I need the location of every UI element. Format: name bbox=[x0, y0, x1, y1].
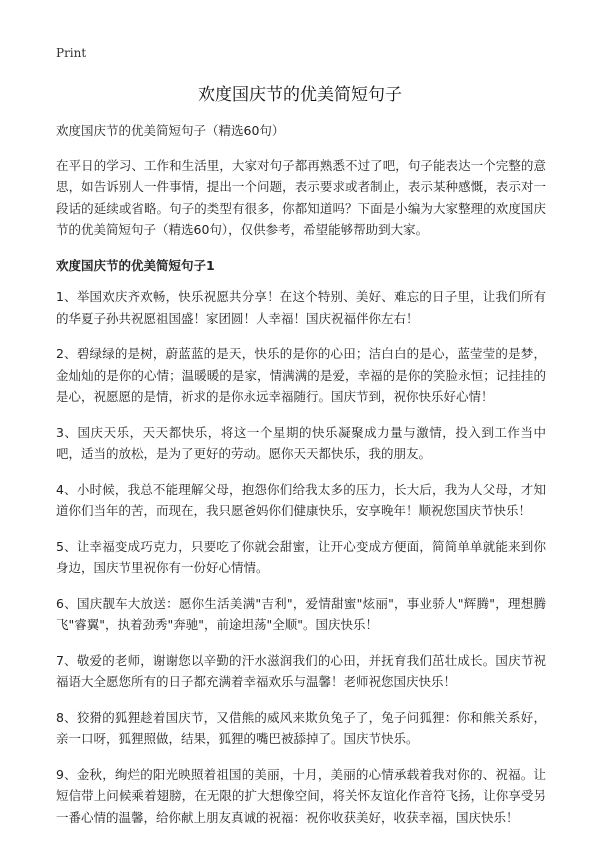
list-item: 1、举国欢庆齐欢畅，快乐祝愿共分享！在这个特别、美好、难忘的日子里，让我们所有的华夏子孙共祝愿祖国盛！家团圆！人幸福！国庆祝福伴你左右！ bbox=[56, 289, 546, 326]
document-body bbox=[56, 120, 546, 842]
list-item: 3、国庆天乐，天天都快乐，将这一个星期的快乐凝聚成力量与激情，投入到工作当中吧，适当的放松，是为了更好的劳动。愿你天天都快乐，我的朋友。 bbox=[56, 424, 546, 461]
document-subtitle: 欢度国庆节的优美简短句子（精选60句） bbox=[56, 123, 285, 138]
list-item: 5、让幸福变成巧克力，只要吃了你就会甜蜜，让开心变成方便面，简简单单就能来到你身边，国庆节里祝你有一份好心情情。 bbox=[56, 538, 546, 575]
document-title: 欢度国庆节的优美简短句子 bbox=[198, 85, 402, 105]
section-heading: 欢度国庆节的优美简短句子1 bbox=[56, 257, 215, 273]
list-item: 9、金秋，绚烂的阳光映照着祖国的美丽，十月，美丽的心情承载着我对你的、祝福。让短信带上问候乘着翅膀，在无限的扩大想像空间，将关怀友谊化作音符飞扬，让你享受另一番心情的温馨，给你献上朋友真诚的祝福：祝你收获美好，收获幸福，国庆快乐！ bbox=[56, 766, 546, 825]
list-item: 2、碧绿绿的是树，蔚蓝蓝的是天，快乐的是你的心田；洁白白的是心，蓝莹莹的是梦，金灿灿的是你的心情；温暖暖的是家，情满满的是爱，幸福的是你的笑脸永恒；记挂挂的是心，祝愿愿的是情，祈求的是你永远幸福随行。国庆节到，祝你快乐好心情！ bbox=[56, 346, 546, 404]
list-item: 6、国庆靓车大放送：愿你生活美满"吉利"，爱情甜蜜"炫丽"，事业骄人"辉腾"，理想腾飞"睿翼"，执着劲秀"奔驰"，前途坦荡"全顺"。国庆快乐！ bbox=[56, 595, 546, 632]
print-link[interactable]: Print bbox=[56, 46, 87, 60]
list-item: 8、狡猾的狐狸趁着国庆节，又借熊的威风来欺负兔子了，兔子问狐狸：你和熊关系好，亲一口呀，狐狸照做，结果，狐狸的嘴巴被舔掉了。国庆节快乐。 bbox=[56, 709, 546, 746]
list-item: 4、小时候，我总不能理解父母，抱怨你们给我太多的压力，长大后，我为人父母，才知道你们当年的苦，而现在，我只愿爸妈你们健康快乐，安享晚年！顺祝您国庆节快乐！ bbox=[56, 481, 546, 518]
list-item: 7、敬爱的老师，谢谢您以辛勤的汗水滋润我们的心田，并抚育我们茁壮成长。国庆节祝福语大全愿您所有的日子都充满着幸福欢乐与温馨！老师祝您国庆快乐！ bbox=[56, 652, 546, 689]
intro-paragraph: 在平日的学习、工作和生活里，大家对句子都再熟悉不过了吧，句子能表达一个完整的意思，如告诉别人一件事情，提出一个问题，表示要求或者制止，表示某种感慨，表示对一段话的延续或省略。句子的类型有很多，你都知道吗？下面是小编为大家整理的欢度国庆节的优美简短句子（精选60句），仅供参考，希望能够帮助到大家。 bbox=[56, 157, 546, 237]
